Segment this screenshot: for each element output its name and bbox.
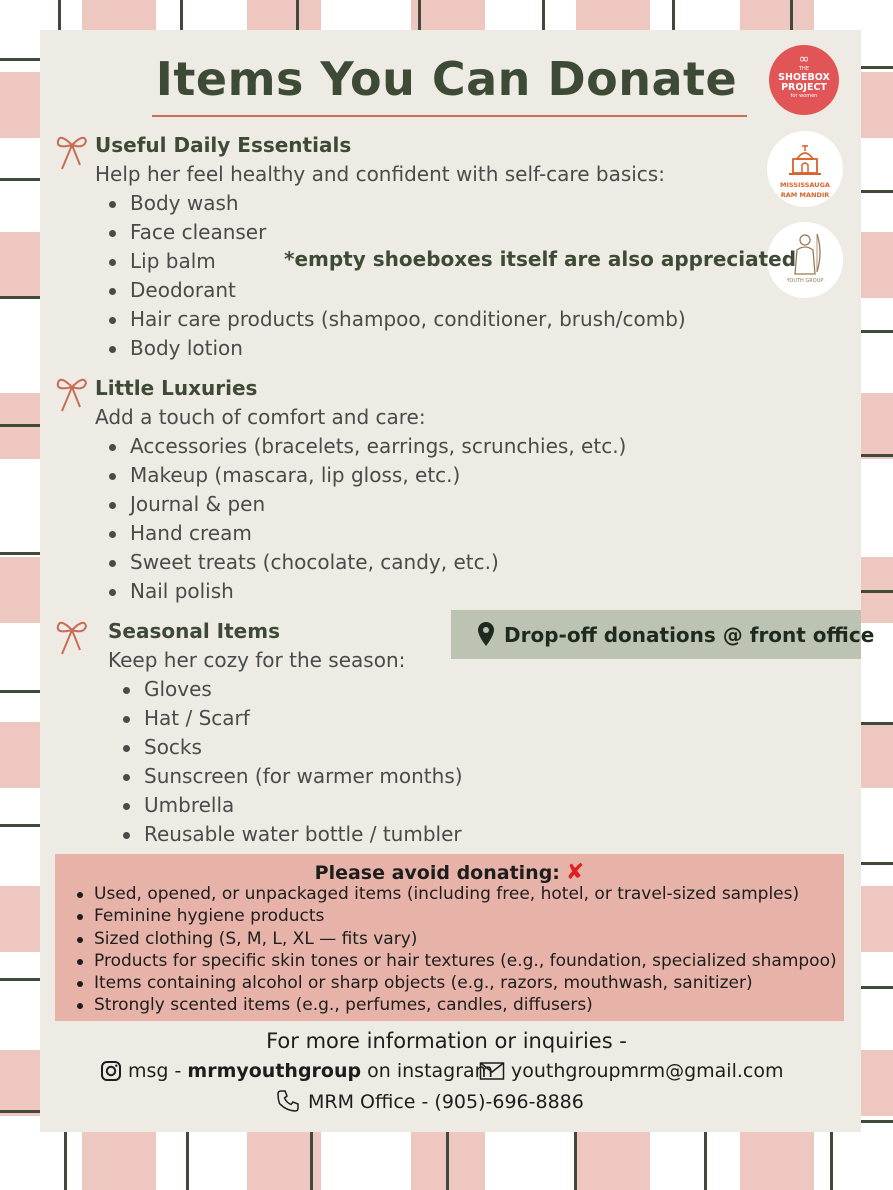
phone-icon bbox=[276, 1089, 300, 1113]
list-item: Body wash bbox=[109, 189, 686, 218]
bow-icon bbox=[54, 618, 90, 658]
instagram-handle[interactable]: mrmyouthgroup bbox=[187, 1060, 362, 1082]
list-item: Strongly scented items (e.g., perfumes, candles, diffusers) bbox=[77, 994, 837, 1016]
list-item: Socks bbox=[123, 733, 463, 762]
logo-name: YOUTH GROUP bbox=[786, 278, 824, 284]
list-item: Used, opened, or unpackaged items (including free, hotel, or travel-sized samples) bbox=[77, 883, 837, 905]
dropoff-text: Drop-off donations @ front office bbox=[504, 623, 875, 647]
section-title-luxuries: Little Luxuries bbox=[95, 376, 258, 400]
list-item: Hat / Scarf bbox=[123, 704, 463, 733]
email-contact bbox=[479, 1060, 783, 1082]
section-desc-essentials: Help her feel healthy and confident with self-care basics: bbox=[95, 162, 665, 186]
avoid-donating-box bbox=[55, 854, 844, 1021]
logo-line2: RAM MANDIR bbox=[780, 191, 830, 199]
logo-line1: MISSISSAUGA bbox=[780, 181, 830, 189]
gift-bow-icon: ∞ bbox=[798, 52, 810, 67]
dropoff-banner bbox=[451, 610, 875, 659]
section-title-essentials: Useful Daily Essentials bbox=[95, 133, 352, 157]
phone-number[interactable]: MRM Office - (905)-696-8886 bbox=[308, 1091, 584, 1113]
list-item: Hand cream bbox=[109, 519, 626, 548]
contact-title: For more information or inquiries - bbox=[266, 1029, 627, 1053]
list-item: Sunscreen (for warmer months) bbox=[123, 762, 463, 791]
section-desc-seasonal: Keep her cozy for the season: bbox=[108, 648, 406, 672]
logo-name: SHOEBOX PROJECT bbox=[778, 72, 830, 93]
logo-subtitle: for women bbox=[790, 93, 818, 99]
list-item: Sized clothing (S, M, L, XL — fits vary) bbox=[77, 928, 837, 950]
list-item: Lip balm bbox=[109, 247, 686, 276]
email-address[interactable]: youthgroupmrm@gmail.com bbox=[511, 1060, 784, 1082]
luxuries-list bbox=[109, 432, 626, 606]
list-item: Items containing alcohol or sharp objects (e.g., razors, mouthwash, sanitizer) bbox=[77, 972, 837, 994]
instagram-icon bbox=[100, 1060, 122, 1082]
list-item: Deodorant bbox=[109, 276, 686, 305]
envelope-icon bbox=[479, 1061, 505, 1081]
list-item: Accessories (bracelets, earrings, scrunchies, etc.) bbox=[109, 432, 626, 461]
shoebox-project-logo bbox=[769, 45, 839, 115]
list-item: Journal & pen bbox=[109, 490, 626, 519]
list-item: Reusable water bottle / tumbler bbox=[123, 820, 463, 849]
mississauga-ram-mandir-logo bbox=[767, 131, 843, 207]
section-title-seasonal: Seasonal Items bbox=[108, 619, 280, 643]
page-title: Items You Can Donate bbox=[155, 52, 738, 106]
section-desc-luxuries: Add a touch of comfort and care: bbox=[95, 405, 426, 429]
list-item: Products for specific skin tones or hair textures (e.g., foundation, specialized shampoo) bbox=[77, 950, 837, 972]
list-item: Umbrella bbox=[123, 791, 463, 820]
list-item: Feminine hygiene products bbox=[77, 905, 837, 927]
list-item: Hair care products (shampoo, conditioner, brush/comb) bbox=[109, 305, 686, 334]
list-item: Nail polish bbox=[109, 577, 626, 606]
list-item: Body lotion bbox=[109, 334, 686, 363]
avoid-list bbox=[77, 883, 837, 1017]
instagram-prefix: msg - bbox=[128, 1060, 188, 1082]
list-item: Face cleanser bbox=[109, 218, 686, 247]
seasonal-list bbox=[123, 675, 463, 849]
bow-icon bbox=[54, 133, 90, 173]
instagram-contact bbox=[100, 1060, 493, 1082]
logo-top-text: THE bbox=[799, 66, 809, 72]
location-pin-icon bbox=[477, 621, 495, 647]
red-x-icon: ✘ bbox=[565, 860, 585, 885]
instagram-suffix: on instagram bbox=[361, 1060, 494, 1082]
list-item: Gloves bbox=[123, 675, 463, 704]
essentials-list bbox=[109, 189, 686, 363]
avoid-title: Please avoid donating: bbox=[314, 862, 560, 884]
temple-icon bbox=[785, 143, 825, 179]
title-underline bbox=[152, 115, 747, 117]
list-item: Sweet treats (chocolate, candy, etc.) bbox=[109, 548, 626, 577]
phone-contact bbox=[276, 1089, 584, 1113]
bow-icon bbox=[54, 375, 90, 415]
list-item: Makeup (mascara, lip gloss, etc.) bbox=[109, 461, 626, 490]
shoebox-note: *empty shoeboxes itself are also appreciated bbox=[284, 247, 797, 271]
avoid-heading bbox=[55, 860, 844, 885]
